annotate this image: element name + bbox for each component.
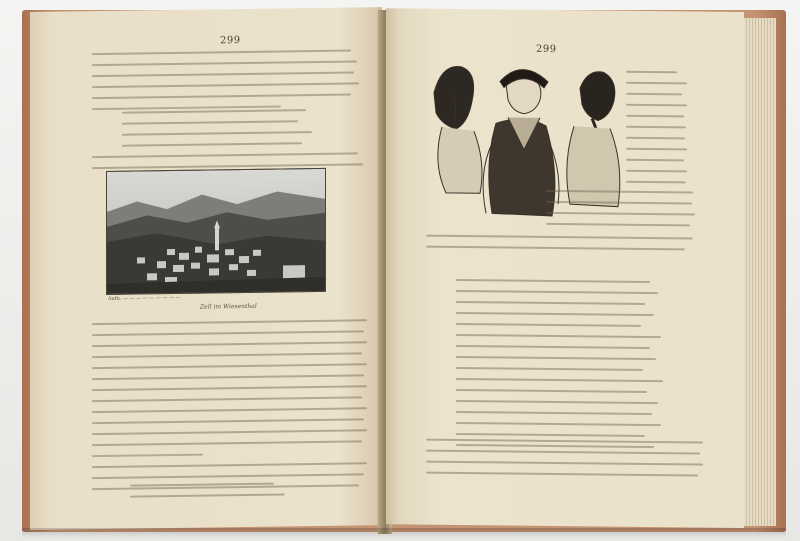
photo-caption: Zell im Wiesenthal xyxy=(200,302,257,311)
text-line xyxy=(92,352,362,358)
text-line xyxy=(626,148,687,151)
left-page-number: 299 xyxy=(220,35,241,47)
text-line xyxy=(92,462,367,468)
verse-line xyxy=(456,356,656,360)
text-line xyxy=(626,181,686,184)
verse-line xyxy=(456,279,650,283)
left-page xyxy=(30,7,382,530)
text-line xyxy=(626,137,685,140)
verse-line xyxy=(456,290,658,294)
right-page-number: 299 xyxy=(536,43,557,56)
text-line xyxy=(626,159,684,162)
text-line xyxy=(626,104,687,107)
right-wrap-text xyxy=(546,190,696,236)
text-line xyxy=(92,374,364,380)
text-line xyxy=(546,201,692,205)
book-shadow xyxy=(22,528,786,538)
text-line xyxy=(426,246,685,251)
right-verse-block xyxy=(456,279,676,457)
verse-line xyxy=(122,142,302,147)
verse-line xyxy=(456,345,650,349)
verse-line xyxy=(456,389,647,393)
text-line xyxy=(92,330,364,336)
text-line xyxy=(546,212,695,216)
text-line xyxy=(426,450,700,455)
verse-line xyxy=(456,433,645,437)
verse-line xyxy=(456,400,658,404)
verse-line xyxy=(130,493,285,497)
verse-line xyxy=(456,312,654,316)
text-line xyxy=(92,454,203,458)
text-line xyxy=(426,472,698,477)
verse-line xyxy=(456,378,663,382)
text-line xyxy=(92,319,367,325)
right-text-block-top xyxy=(426,235,696,260)
text-line xyxy=(92,440,362,446)
text-line xyxy=(92,473,364,479)
right-page xyxy=(386,8,744,528)
text-line xyxy=(626,115,684,118)
text-line xyxy=(92,71,354,77)
left-verse-block xyxy=(122,109,322,156)
text-line xyxy=(92,60,357,66)
verse-line xyxy=(456,411,652,415)
left-text-block-bottom xyxy=(92,319,370,499)
right-text-block-bottom xyxy=(426,439,706,486)
town-photo-image xyxy=(107,169,325,294)
text-line xyxy=(626,170,687,173)
verse-line xyxy=(122,120,298,124)
text-line xyxy=(92,407,367,413)
text-line xyxy=(92,385,367,391)
verse-line xyxy=(456,334,661,338)
text-line xyxy=(92,396,362,402)
verse-line xyxy=(122,131,312,136)
photo-credit: Aufn. — — — — — — — — — xyxy=(108,294,181,302)
text-line xyxy=(626,93,682,96)
text-line xyxy=(546,223,690,227)
left-verse-block-bottom xyxy=(130,482,310,507)
text-line xyxy=(92,418,364,424)
text-line xyxy=(92,82,359,88)
text-line xyxy=(92,341,367,347)
verse-line xyxy=(456,323,641,327)
text-line xyxy=(426,461,703,466)
text-line xyxy=(546,190,693,194)
text-line xyxy=(626,71,677,74)
text-line xyxy=(92,50,351,56)
text-line xyxy=(426,235,693,240)
text-line xyxy=(626,126,686,129)
town-photograph xyxy=(106,168,326,295)
verse-line xyxy=(456,422,661,426)
right-side-column xyxy=(626,71,690,193)
text-line xyxy=(626,82,687,85)
verse-line xyxy=(456,301,645,305)
verse-line xyxy=(456,367,643,371)
text-line xyxy=(92,429,367,435)
text-line xyxy=(92,363,367,369)
text-line xyxy=(92,94,351,100)
page-stack-edge xyxy=(744,18,776,526)
